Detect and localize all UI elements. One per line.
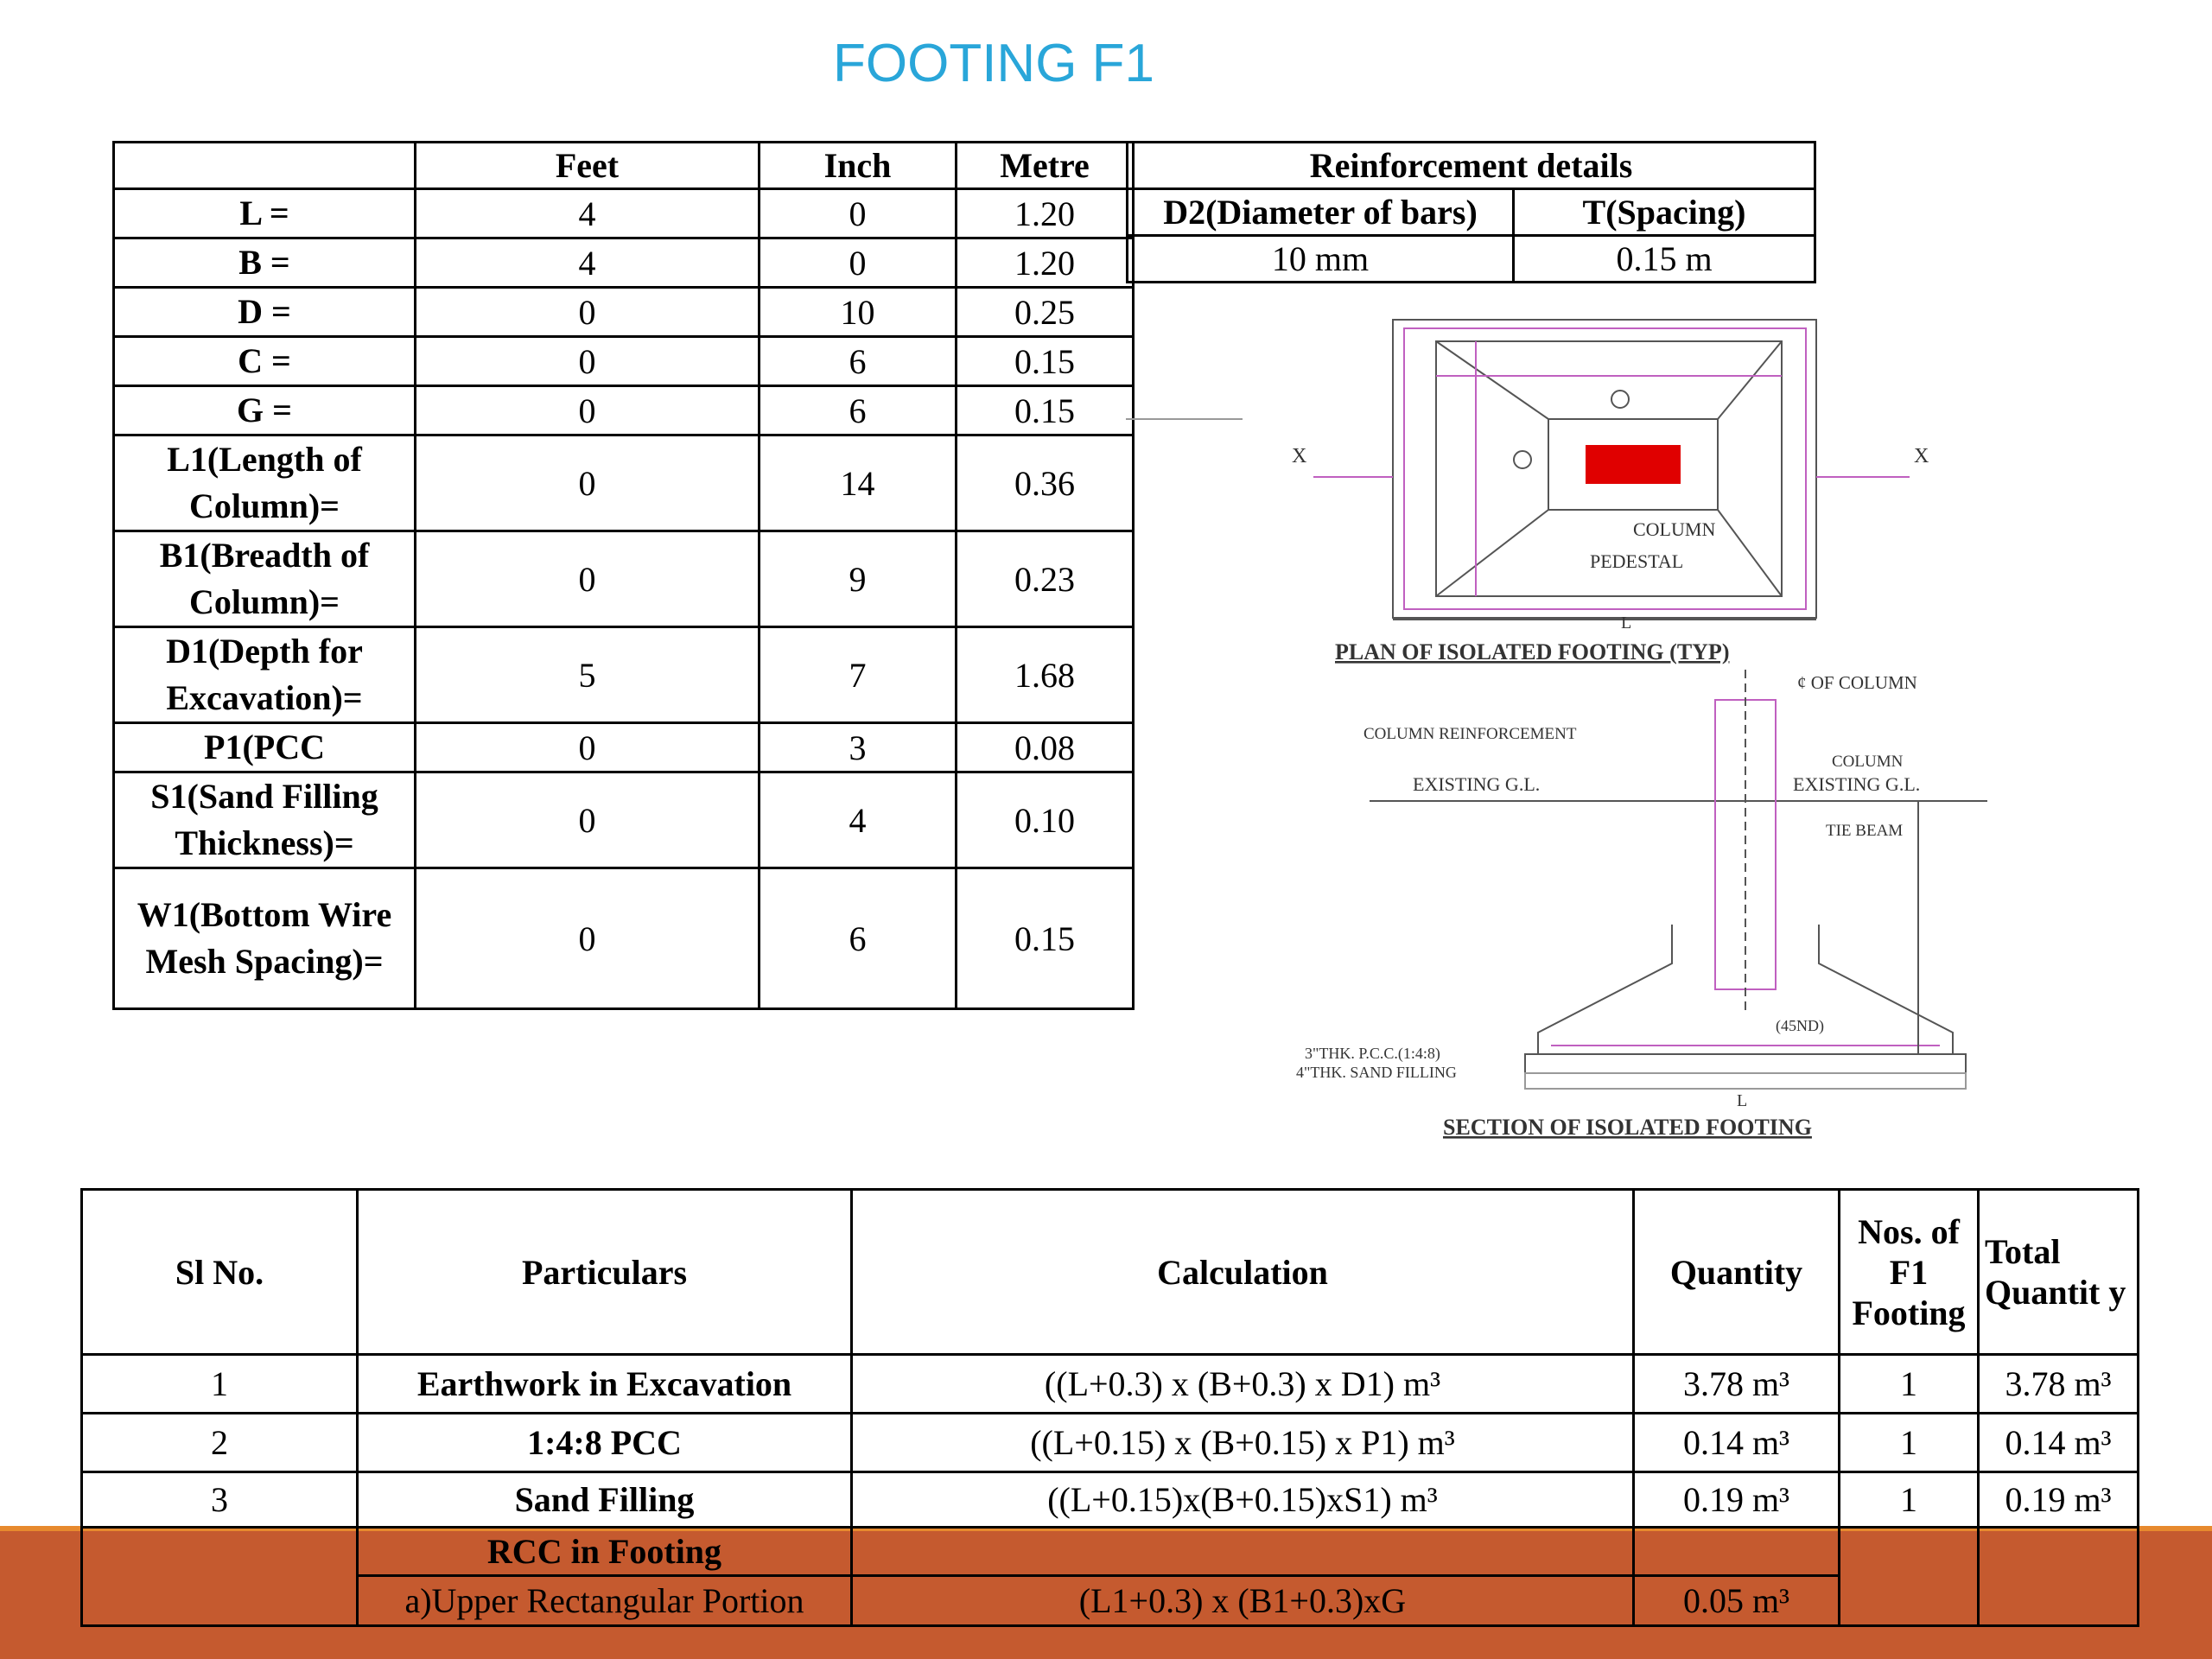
table-row (114, 337, 1134, 386)
qty-slno: 3 (82, 1472, 358, 1528)
dim-feet: 0 (416, 435, 760, 531)
development-length-label: (45ND) (1776, 1017, 1824, 1034)
dim-inch: 3 (760, 723, 957, 772)
table-row (114, 531, 1134, 627)
quantity-table (80, 1188, 2139, 1627)
dim-inch: 0 (760, 189, 957, 238)
dim-metre: 0.36 (957, 435, 1134, 531)
table-row (114, 435, 1134, 531)
dim-feet: 0 (416, 868, 760, 1009)
table-row (82, 1528, 2139, 1576)
table-row (1128, 236, 1815, 283)
dim-feet: 4 (416, 238, 760, 288)
section-dimension-label: L (1737, 1091, 1748, 1110)
plan-slope-line (1718, 341, 1782, 419)
dim-inch: 6 (760, 868, 957, 1009)
dim-inch: 6 (760, 337, 957, 386)
sand-layer (1525, 1073, 1966, 1089)
rcc-qty-empty (1634, 1528, 1840, 1576)
dim-metre: 0.25 (957, 288, 1134, 337)
table-row (114, 288, 1134, 337)
dim-inch: 14 (760, 435, 957, 531)
qty-header-nos: Nos. of F1 Footing (1840, 1190, 1979, 1355)
qty-header-quantity: Quantity (1634, 1190, 1840, 1355)
divider-line (1126, 418, 1243, 420)
reinforcement-table (1126, 141, 1816, 283)
column-label: COLUMN (1633, 518, 1716, 540)
reinforcement-title: Reinforcement details (1128, 143, 1815, 189)
dim-metre: 1.20 (957, 238, 1134, 288)
dim-label: L1(Length of Column)= (114, 435, 416, 531)
pcc-layer (1525, 1054, 1966, 1073)
rcc-sub-quantity: 0.05 m³ (1634, 1576, 1840, 1626)
dim-label: D = (114, 288, 416, 337)
rebar-tag (1611, 391, 1629, 408)
table-row (114, 772, 1134, 868)
dim-label: P1(PCC (114, 723, 416, 772)
dim-inch: 0 (760, 238, 957, 288)
reinforcement-col-spacing: T(Spacing) (1514, 189, 1815, 236)
dim-metre: 0.10 (957, 772, 1134, 868)
qty-total: 0.14 m³ (1979, 1414, 2139, 1472)
column-reinforcement-label: COLUMN REINFORCEMENT (1363, 725, 1577, 743)
qty-header-calculation: Calculation (852, 1190, 1634, 1355)
qty-nos: 1 (1840, 1355, 1979, 1414)
qty-slno: 1 (82, 1355, 358, 1414)
dim-label: B = (114, 238, 416, 288)
dim-inch: 4 (760, 772, 957, 868)
qty-nos: 1 (1840, 1414, 1979, 1472)
section-caption: SECTION OF ISOLATED FOOTING (1443, 1115, 1812, 1140)
dim-feet: 5 (416, 627, 760, 723)
dim-feet: 0 (416, 288, 760, 337)
rcc-sub-calculation: (L1+0.3) x (B1+0.3)xG (852, 1576, 1634, 1626)
dim-feet: 0 (416, 337, 760, 386)
sand-note: 4"THK. SAND FILLING (1296, 1064, 1457, 1081)
dim-metre: 1.68 (957, 627, 1134, 723)
table-row (114, 238, 1134, 288)
dim-inch: 7 (760, 627, 957, 723)
dim-metre: 0.15 (957, 868, 1134, 1009)
table-row (114, 723, 1134, 772)
dimensions-table (112, 141, 1135, 1010)
dim-label: L = (114, 189, 416, 238)
qty-slno: 2 (82, 1414, 358, 1472)
qty-header-particulars: Particulars (358, 1190, 852, 1355)
plan-slope-line (1436, 510, 1548, 596)
qty-particular: Sand Filling (358, 1472, 852, 1528)
dim-label: S1(Sand Filling Thickness)= (114, 772, 416, 868)
dims-header-blank (114, 143, 416, 189)
qty-quantity: 0.19 m³ (1634, 1472, 1840, 1528)
rebar-tag (1514, 451, 1531, 468)
dims-header-inch: Inch (760, 143, 957, 189)
section-column-label: COLUMN (1832, 753, 1904, 771)
dim-label: W1(Bottom Wire Mesh Spacing)= (114, 868, 416, 1009)
dim-label: D1(Depth for Excavation)= (114, 627, 416, 723)
qty-calculation: ((L+0.15)x(B+0.15)xS1) m³ (852, 1472, 1634, 1528)
pcc-note: 3"THK. P.C.C.(1:4:8) (1305, 1045, 1440, 1062)
rcc-sub-particular: a)Upper Rectangular Portion (358, 1576, 852, 1626)
plan-slope-line (1718, 510, 1782, 596)
dim-feet: 0 (416, 723, 760, 772)
dim-feet: 0 (416, 772, 760, 868)
table-row (82, 1414, 2139, 1472)
qty-total: 0.19 m³ (1979, 1472, 2139, 1528)
dim-feet: 0 (416, 531, 760, 627)
reinforcement-col-diameter: D2(Diameter of bars) (1128, 189, 1514, 236)
qty-slno-empty (82, 1528, 358, 1626)
table-row (114, 868, 1134, 1009)
table-row (114, 189, 1134, 238)
table-row (82, 1355, 2139, 1414)
dim-metre: 0.23 (957, 531, 1134, 627)
qty-header-total: Total Quantit y (1979, 1190, 2139, 1355)
plan-slope-line (1436, 341, 1548, 419)
section-mark-left: X (1292, 445, 1307, 467)
tie-beam-label: TIE BEAM (1826, 822, 1904, 840)
qty-header-slno: Sl No. (82, 1190, 358, 1355)
table-row (114, 386, 1134, 435)
qty-nos: 1 (1840, 1472, 1979, 1528)
page-title: FOOTING F1 (833, 34, 1154, 93)
dim-metre: 0.15 (957, 337, 1134, 386)
qty-calculation: ((L+0.3) x (B+0.3) x D1) m³ (852, 1355, 1634, 1414)
qty-calculation: ((L+0.15) x (B+0.15) x P1) m³ (852, 1414, 1634, 1472)
section-mark-right: X (1914, 445, 1929, 467)
reinforcement-spacing-value: 0.15 m (1514, 236, 1815, 283)
existing-gl-left: EXISTING G.L. (1413, 773, 1541, 795)
table-row (82, 1472, 2139, 1528)
dim-inch: 9 (760, 531, 957, 627)
column-fill (1586, 445, 1681, 484)
plan-dimension-label: L (1621, 613, 1632, 632)
dim-metre: 0.15 (957, 386, 1134, 435)
qty-quantity: 0.14 m³ (1634, 1414, 1840, 1472)
footing-drawing (1227, 307, 2005, 1154)
dim-feet: 0 (416, 386, 760, 435)
qty-total: 3.78 m³ (1979, 1355, 2139, 1414)
centerline-label: ¢ OF COLUMN (1797, 672, 1917, 693)
rcc-calc-empty (852, 1528, 1634, 1576)
dim-inch: 6 (760, 386, 957, 435)
dim-feet: 4 (416, 189, 760, 238)
existing-gl-right: EXISTING G.L. (1793, 773, 1921, 795)
dim-metre: 0.08 (957, 723, 1134, 772)
table-row (82, 1576, 2139, 1626)
pedestal-label: PEDESTAL (1590, 550, 1684, 572)
plan-caption: PLAN OF ISOLATED FOOTING (TYP) (1335, 639, 1730, 664)
rcc-heading: RCC in Footing (358, 1528, 852, 1576)
reinforcement-diameter-value: 10 mm (1128, 236, 1514, 283)
table-row (114, 627, 1134, 723)
dims-header-feet: Feet (416, 143, 760, 189)
rcc-nos-empty (1840, 1528, 1979, 1626)
qty-particular: 1:4:8 PCC (358, 1414, 852, 1472)
qty-particular: Earthwork in Excavation (358, 1355, 852, 1414)
rcc-total-empty (1979, 1528, 2139, 1626)
dim-label: G = (114, 386, 416, 435)
dim-label: B1(Breadth of Column)= (114, 531, 416, 627)
dim-inch: 10 (760, 288, 957, 337)
dims-header-metre: Metre (957, 143, 1134, 189)
qty-quantity: 3.78 m³ (1634, 1355, 1840, 1414)
dim-label: C = (114, 337, 416, 386)
dim-metre: 1.20 (957, 189, 1134, 238)
